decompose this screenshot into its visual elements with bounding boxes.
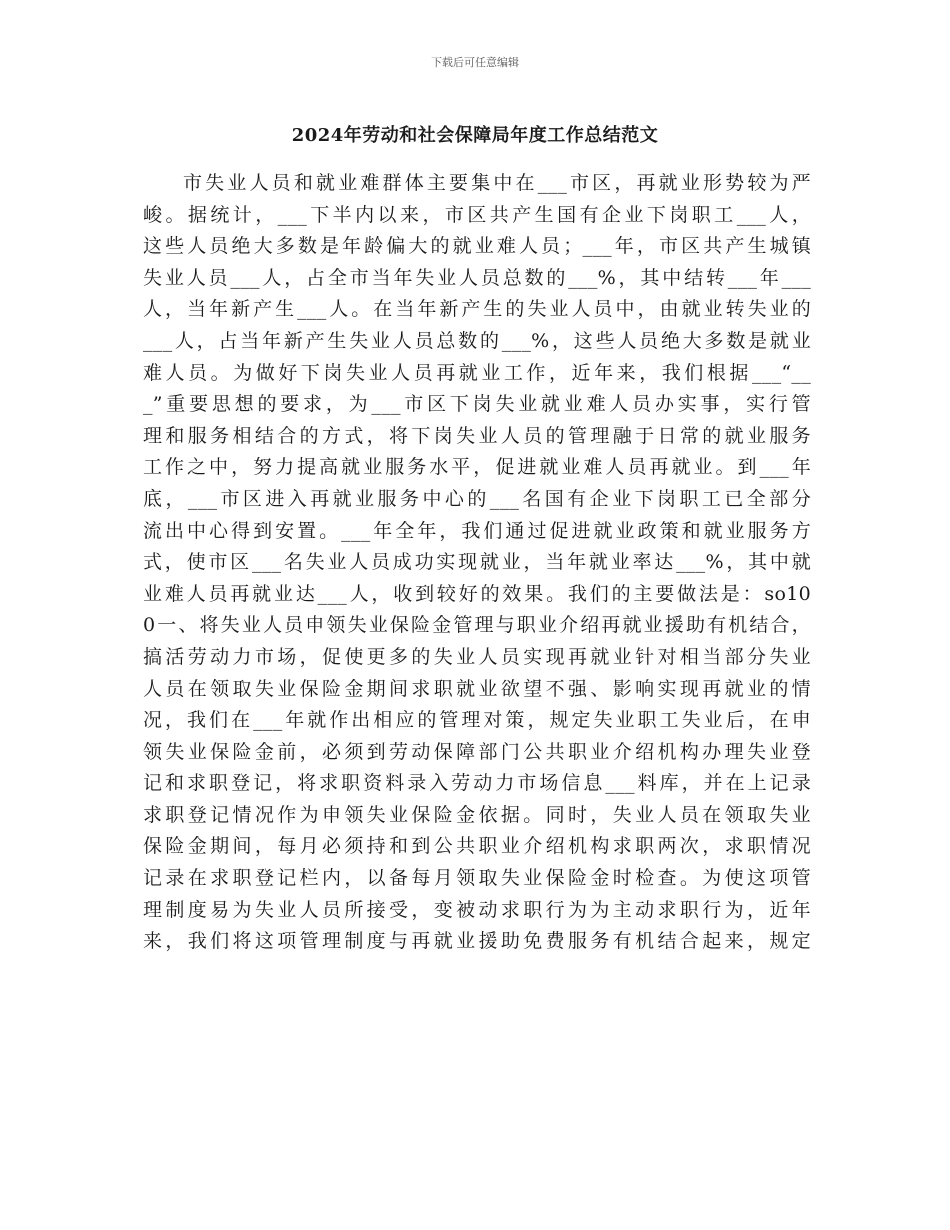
document-title: 2024年劳动和社会保障局年度工作总结范文	[291, 125, 659, 146]
body-line: 记和求职登记，将求职资料录入劳动力市场信息___料库，并在上记录	[143, 772, 811, 795]
body-line: 峻。据统计，___下半内以来，市区共产生国有企业下岗职工___人，	[143, 203, 811, 226]
body-line: 流出中心得到安置。___年全年，我们通过促进就业政策和就业服务方	[143, 519, 811, 542]
body-line: 搞活劳动力市场，促使更多的失业人员实现再就业针对相当部分失业	[143, 645, 811, 668]
body-line: _”重要思想的要求，为___市区下岗失业就业难人员办实事，实行管	[143, 393, 811, 416]
body-line: 人，当年新产生___人。在当年新产生的失业人员中，由就业转失业的	[143, 298, 811, 321]
body-line: 式，使市区___名失业人员成功实现就业，当年就业率达___%，其中就	[143, 551, 811, 574]
body-line: 这些人员绝大多数是年龄偏大的就业难人员；___年，市区共产生城镇	[143, 235, 811, 258]
body-line: 底，___市区进入再就业服务中心的___名国有企业下岗职工已全部分	[143, 487, 811, 510]
body-line: 来，我们将这项管理制度与再就业援助免费服务有机结合起来，规定	[143, 930, 811, 953]
body-line: ___人，占当年新产生失业人员总数的___%，这些人员绝大多数是就业	[143, 329, 811, 352]
body-line: 0一、将失业人员申领失业保险金管理与职业介绍再就业援助有机结合，	[143, 614, 811, 637]
body-line: 理制度易为失业人员所接受，变被动求职行为为主动求职行为，近年	[143, 898, 811, 921]
body-line: 业难人员再就业达___人，收到较好的效果。我们的主要做法是：so10	[143, 582, 811, 605]
body-line: 理和服务相结合的方式，将下岗失业人员的管理融于日常的就业服务	[143, 424, 811, 447]
body-line: 况，我们在___年就作出相应的管理对策，规定失业职工失业后，在申	[143, 709, 811, 732]
body-line: 失业人员___人，占全市当年失业人员总数的___%，其中结转___年___	[143, 266, 811, 289]
body-line: 人员在领取失业保险金期间求职就业欲望不强、影响实现再就业的情	[143, 677, 811, 700]
body-line: 求职登记情况作为申领失业保险金依据。同时，失业人员在领取失业	[143, 803, 811, 826]
document-body	[143, 168, 811, 958]
body-line: 工作之中，努力提高就业服务水平，促进就业难人员再就业。到___年	[143, 456, 811, 479]
body-line: 市失业人员和就业难群体主要集中在___市区，再就业形势较为严	[183, 172, 811, 194]
body-line: 记录在求职登记栏内，以备每月领取失业保险金时检查。为使这项管	[143, 867, 811, 890]
header-note: 下载后可任意编辑	[431, 56, 519, 69]
body-line: 领失业保险金前，必须到劳动保障部门公共职业介绍机构办理失业登	[143, 740, 811, 763]
body-line: 保险金期间，每月必须持和到公共职业介绍机构求职两次，求职情况	[143, 835, 811, 858]
body-line: 难人员。为做好下岗失业人员再就业工作，近年来，我们根据___“__	[143, 361, 811, 384]
